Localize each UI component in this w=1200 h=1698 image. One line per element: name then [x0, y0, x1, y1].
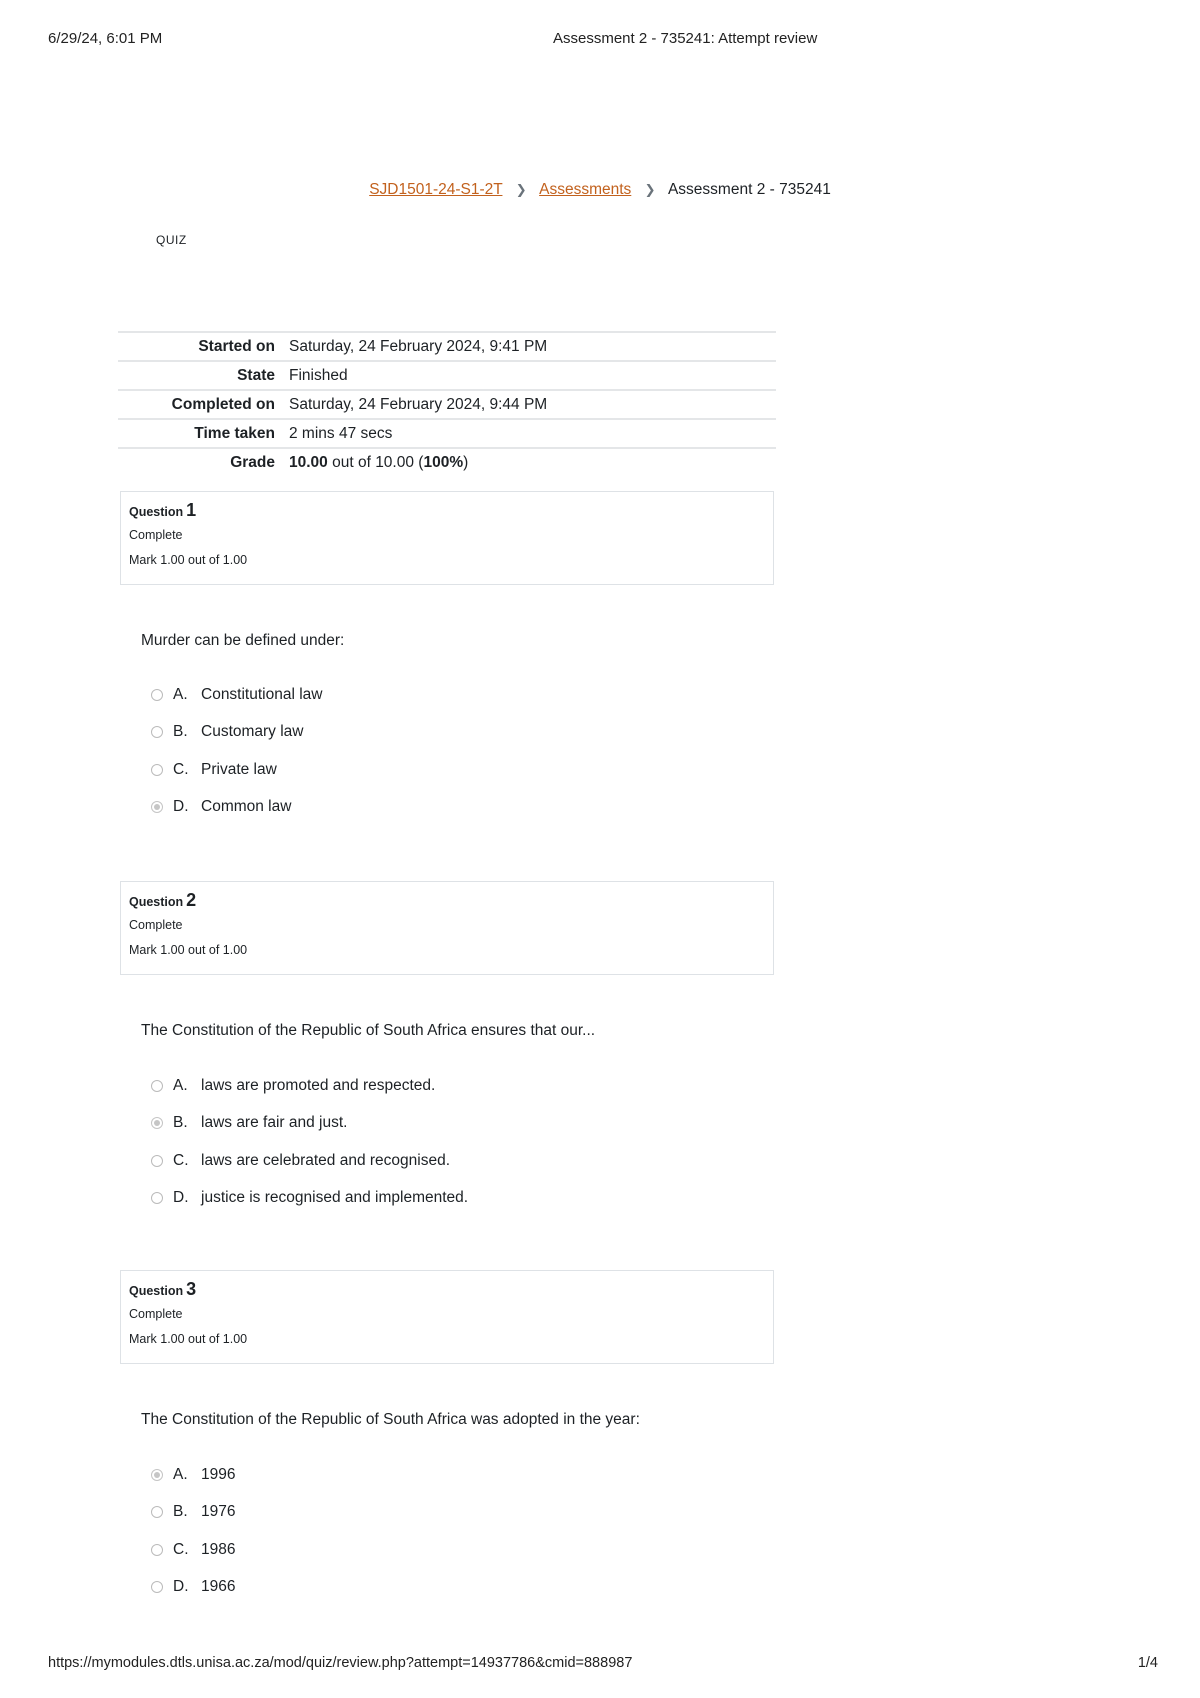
- question-text-2: The Constitution of the Republic of South Africa ensures that our...: [141, 1022, 596, 1039]
- summary-value: [282, 448, 776, 476]
- radio-button[interactable]: [151, 1155, 163, 1167]
- grade-close: ): [463, 454, 469, 471]
- answer-option-selected[interactable]: [151, 789, 322, 827]
- answer-option-selected[interactable]: [151, 1456, 235, 1494]
- question-number-value: 1: [186, 500, 197, 520]
- option-text: Constitutional law: [201, 685, 323, 703]
- option-text: laws are celebrated and recognised.: [201, 1151, 451, 1169]
- summary-label: State: [118, 361, 282, 390]
- radio-button-checked[interactable]: [151, 1117, 163, 1129]
- grade-out-of: out of 10.00 (: [327, 454, 424, 471]
- option-text: Customary law: [201, 723, 304, 741]
- chevron-right-icon: ❯: [515, 182, 527, 197]
- option-text: 1996: [201, 1465, 236, 1483]
- option-letter: C.: [173, 1540, 189, 1558]
- answer-option[interactable]: [151, 751, 322, 789]
- radio-button[interactable]: [151, 689, 163, 701]
- option-text: 1976: [201, 1503, 236, 1521]
- question-label: Question: [129, 505, 184, 519]
- question-mark: Mark 1.00 out of 1.00: [129, 943, 248, 957]
- summary-row-grade: [118, 448, 776, 476]
- option-letter: D.: [173, 1578, 189, 1596]
- summary-value: Finished: [282, 361, 776, 390]
- option-letter: A.: [173, 1076, 188, 1094]
- answer-option-selected[interactable]: [151, 1105, 468, 1143]
- print-header-datetime: 6/29/24, 6:01 PM: [48, 30, 163, 47]
- question-mark: Mark 1.00 out of 1.00: [129, 553, 248, 567]
- summary-row-started: [118, 332, 776, 361]
- answer-option[interactable]: [151, 1531, 235, 1569]
- answer-option[interactable]: [151, 1067, 468, 1105]
- summary-label: Time taken: [118, 419, 282, 448]
- question-state: Complete: [129, 528, 183, 542]
- question-number: [129, 890, 765, 911]
- breadcrumb: [0, 181, 1200, 199]
- answer-options-2: [151, 1067, 468, 1217]
- option-letter: D.: [173, 1189, 189, 1207]
- quiz-label: QUIZ: [156, 233, 187, 247]
- breadcrumb-current: Assessment 2 - 735241: [667, 181, 831, 198]
- option-text: laws are fair and just.: [201, 1114, 348, 1132]
- option-text: 1986: [201, 1540, 236, 1558]
- radio-button-checked[interactable]: [151, 1469, 163, 1481]
- answer-option[interactable]: [151, 676, 322, 714]
- option-letter: C.: [173, 1151, 189, 1169]
- summary-row-state: [118, 361, 776, 390]
- radio-button[interactable]: [151, 1080, 163, 1092]
- question-number-value: 2: [186, 890, 197, 910]
- option-letter: B.: [173, 1114, 188, 1132]
- question-state: Complete: [129, 918, 183, 932]
- answer-options-3: [151, 1456, 235, 1606]
- breadcrumb-link-course[interactable]: SJD1501-24-S1-2T: [369, 181, 503, 198]
- option-text: 1966: [201, 1578, 236, 1596]
- print-footer-page: 1/4: [1137, 1655, 1158, 1671]
- print-header-title: Assessment 2 - 735241: Attempt review: [553, 30, 818, 47]
- grade-score: 10.00: [289, 454, 328, 471]
- answer-option[interactable]: [151, 1494, 235, 1532]
- grade-percent: 100%: [423, 454, 464, 471]
- answer-options-1: [151, 676, 322, 826]
- radio-button[interactable]: [151, 1506, 163, 1518]
- question-text-3: The Constitution of the Republic of South Africa was adopted in the year:: [141, 1411, 640, 1428]
- option-text: justice is recognised and implemented.: [201, 1189, 469, 1207]
- question-info-3: [120, 1270, 774, 1364]
- answer-option[interactable]: [151, 1569, 235, 1607]
- option-text: Common law: [201, 798, 292, 816]
- option-letter: D.: [173, 798, 189, 816]
- answer-option[interactable]: [151, 1142, 468, 1180]
- radio-button[interactable]: [151, 764, 163, 776]
- question-number: [129, 1279, 765, 1300]
- option-letter: A.: [173, 1465, 188, 1483]
- option-letter: C.: [173, 760, 189, 778]
- attempt-summary-table: [118, 331, 776, 476]
- option-letter: B.: [173, 723, 188, 741]
- question-number: [129, 500, 765, 521]
- print-footer-url: https://mymodules.dtls.unisa.ac.za/mod/quiz/review.php?attempt=14937786&cmid=888987: [48, 1655, 633, 1671]
- option-text: Private law: [201, 760, 277, 778]
- summary-label: Grade: [118, 448, 282, 476]
- question-info-2: [120, 881, 774, 975]
- radio-button[interactable]: [151, 726, 163, 738]
- question-state: Complete: [129, 1307, 183, 1321]
- option-letter: B.: [173, 1503, 188, 1521]
- question-number-value: 3: [186, 1279, 197, 1299]
- chevron-right-icon: ❯: [644, 182, 656, 197]
- question-info-1: [120, 491, 774, 585]
- question-mark: Mark 1.00 out of 1.00: [129, 1332, 248, 1346]
- question-label: Question: [129, 1284, 184, 1298]
- summary-value: Saturday, 24 February 2024, 9:44 PM: [282, 390, 776, 419]
- summary-value: Saturday, 24 February 2024, 9:41 PM: [282, 332, 776, 361]
- radio-button-checked[interactable]: [151, 801, 163, 813]
- answer-option[interactable]: [151, 714, 322, 752]
- breadcrumb-link-assessments[interactable]: Assessments: [539, 181, 632, 198]
- summary-label: Completed on: [118, 390, 282, 419]
- summary-value: 2 mins 47 secs: [282, 419, 776, 448]
- question-text-1: Murder can be defined under:: [141, 632, 345, 649]
- summary-row-completed: [118, 390, 776, 419]
- option-letter: A.: [173, 685, 188, 703]
- option-text: laws are promoted and respected.: [201, 1076, 436, 1094]
- radio-button[interactable]: [151, 1581, 163, 1593]
- answer-option[interactable]: [151, 1180, 468, 1218]
- radio-button[interactable]: [151, 1544, 163, 1556]
- radio-button[interactable]: [151, 1192, 163, 1204]
- summary-row-time-taken: [118, 419, 776, 448]
- question-label: Question: [129, 895, 184, 909]
- summary-label: Started on: [118, 332, 282, 361]
